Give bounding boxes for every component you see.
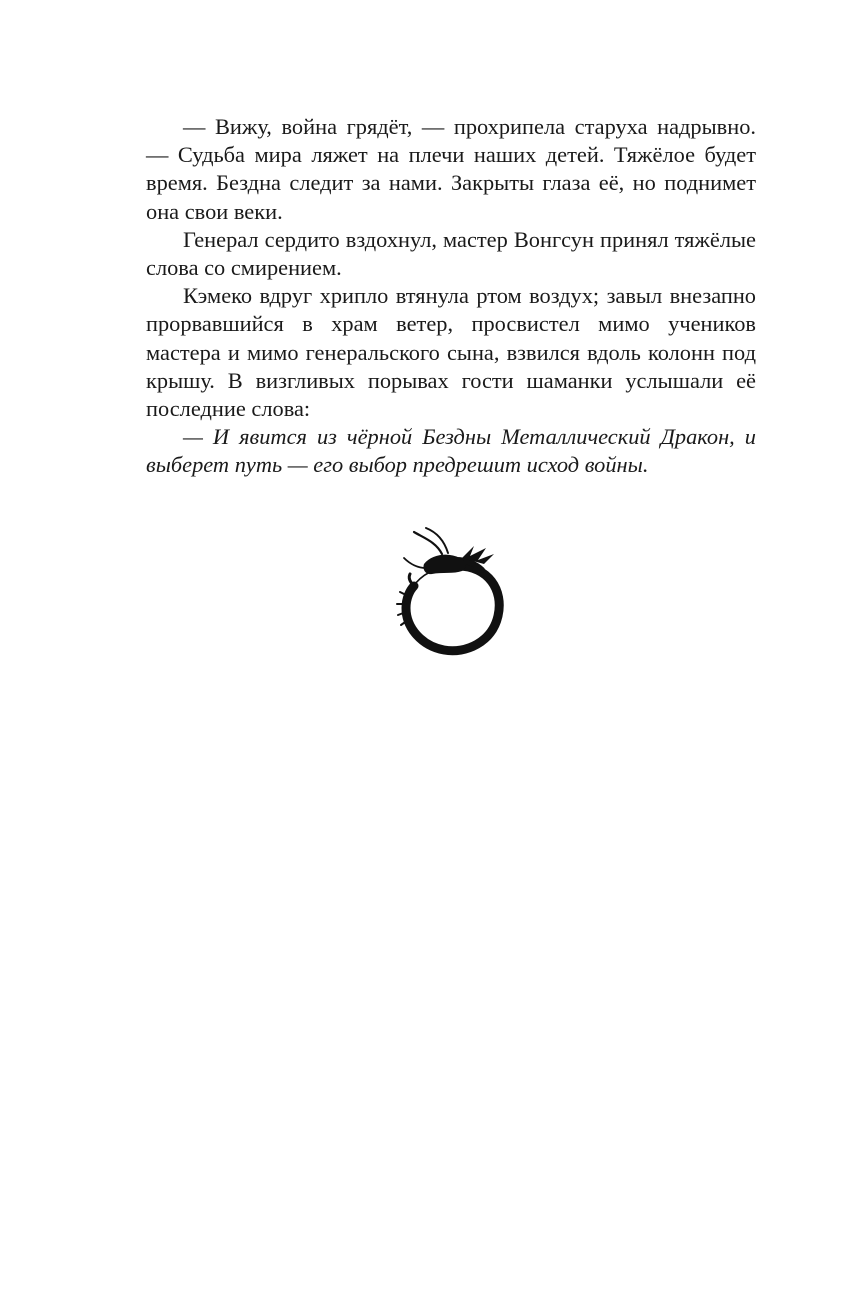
paragraph-kemeko: Кэмеко вдруг хрипло втянула ртом воздух; завыл внезапно прорвавшийся в храм ветер, просвистел мимо учеников мастера и мимо генеральского сына, взвился вдоль колонн под крышу. В визгливых порывах гости шаманки услышали её последние слова:: [146, 283, 756, 422]
book-text: [146, 113, 756, 480]
paragraph-last-words: — И явится из чёрной Бездны Металлический Дракон, и выберет путь — его выбор предрешит исход войны.: [146, 424, 756, 478]
paragraph-general: Генерал сердито вздохнул, мастер Вонгсун принял тяжёлые слова со смирением.: [146, 226, 756, 281]
dragon-ouroboros-icon: [396, 524, 506, 659]
paragraph-prophecy: — Вижу, война грядёт, — прохрипела старуха надрывно. — Судьба мира ляжет на плечи наших детей. Тяжёлое будет время. Бездна следит за нами. Закрыты глаза её, но поднимет она свои веки.: [146, 114, 756, 224]
